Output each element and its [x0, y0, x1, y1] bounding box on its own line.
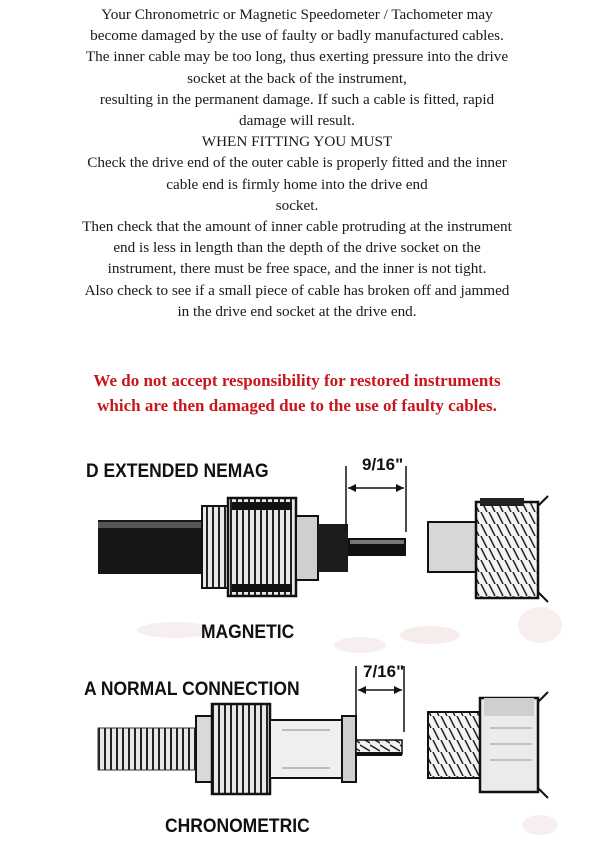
notice-line: Check the drive end of the outer cable is properly fitted and the inner: [87, 154, 507, 172]
notice-line: instrument, there must be free space, and the inner is not tight.: [107, 260, 487, 278]
measure-716-label: 7/16": [363, 662, 405, 681]
notice-line: end is less in length than the depth of the drive socket on the: [113, 239, 481, 257]
warning-line-2: which are then damaged due to the use of faulty cables.: [97, 396, 497, 415]
chronometric-label: CHRONOMETRIC: [165, 816, 310, 837]
liability-warning: [0, 368, 594, 418]
notice-line: socket.: [275, 196, 319, 214]
notice-line: in the drive end socket at the drive end.: [177, 302, 417, 320]
cable-diagram-illustration: [0, 440, 594, 868]
notice-line: cable end is firmly home into the drive end: [166, 175, 428, 193]
chronometric-socket-drawing: [428, 692, 548, 798]
measure-916-label: 9/16": [362, 455, 404, 474]
notice-line: Also check to see if a small piece of cable has broken off and jammed: [84, 281, 510, 299]
notice-line: socket at the back of the instrument,: [187, 69, 407, 87]
magnetic-cable-drawing: [98, 498, 406, 596]
notice-line: damage will result.: [239, 112, 355, 130]
notice-line: Your Chronometric or Magnetic Speedometer / Tachometer may: [101, 6, 493, 23]
notice-line: The inner cable may be too long, thus exerting pressure into the drive: [85, 48, 509, 66]
magnetic-label: MAGNETIC: [201, 622, 295, 643]
cable-notice-text: [10, 4, 584, 322]
notice-line: become damaged by the use of faulty or badly manufactured cables.: [90, 27, 504, 45]
notice-line: Then check that the amount of inner cable protruding at the instrument: [82, 218, 512, 236]
extended-nemag-label: D EXTENDED NEMAG: [86, 461, 269, 482]
cable-connection-diagram: [0, 440, 594, 868]
magnetic-socket-drawing: [428, 496, 548, 602]
notice-heading: WHEN FITTING YOU MUST: [201, 133, 393, 151]
measure-916-bracket: [346, 466, 406, 532]
notice-line: resulting in the permanent damage. If such a cable is fitted, rapid: [99, 90, 495, 108]
warning-line-1: We do not accept responsibility for restored instruments: [93, 371, 501, 390]
normal-connection-label: A NORMAL CONNECTION: [84, 679, 300, 700]
